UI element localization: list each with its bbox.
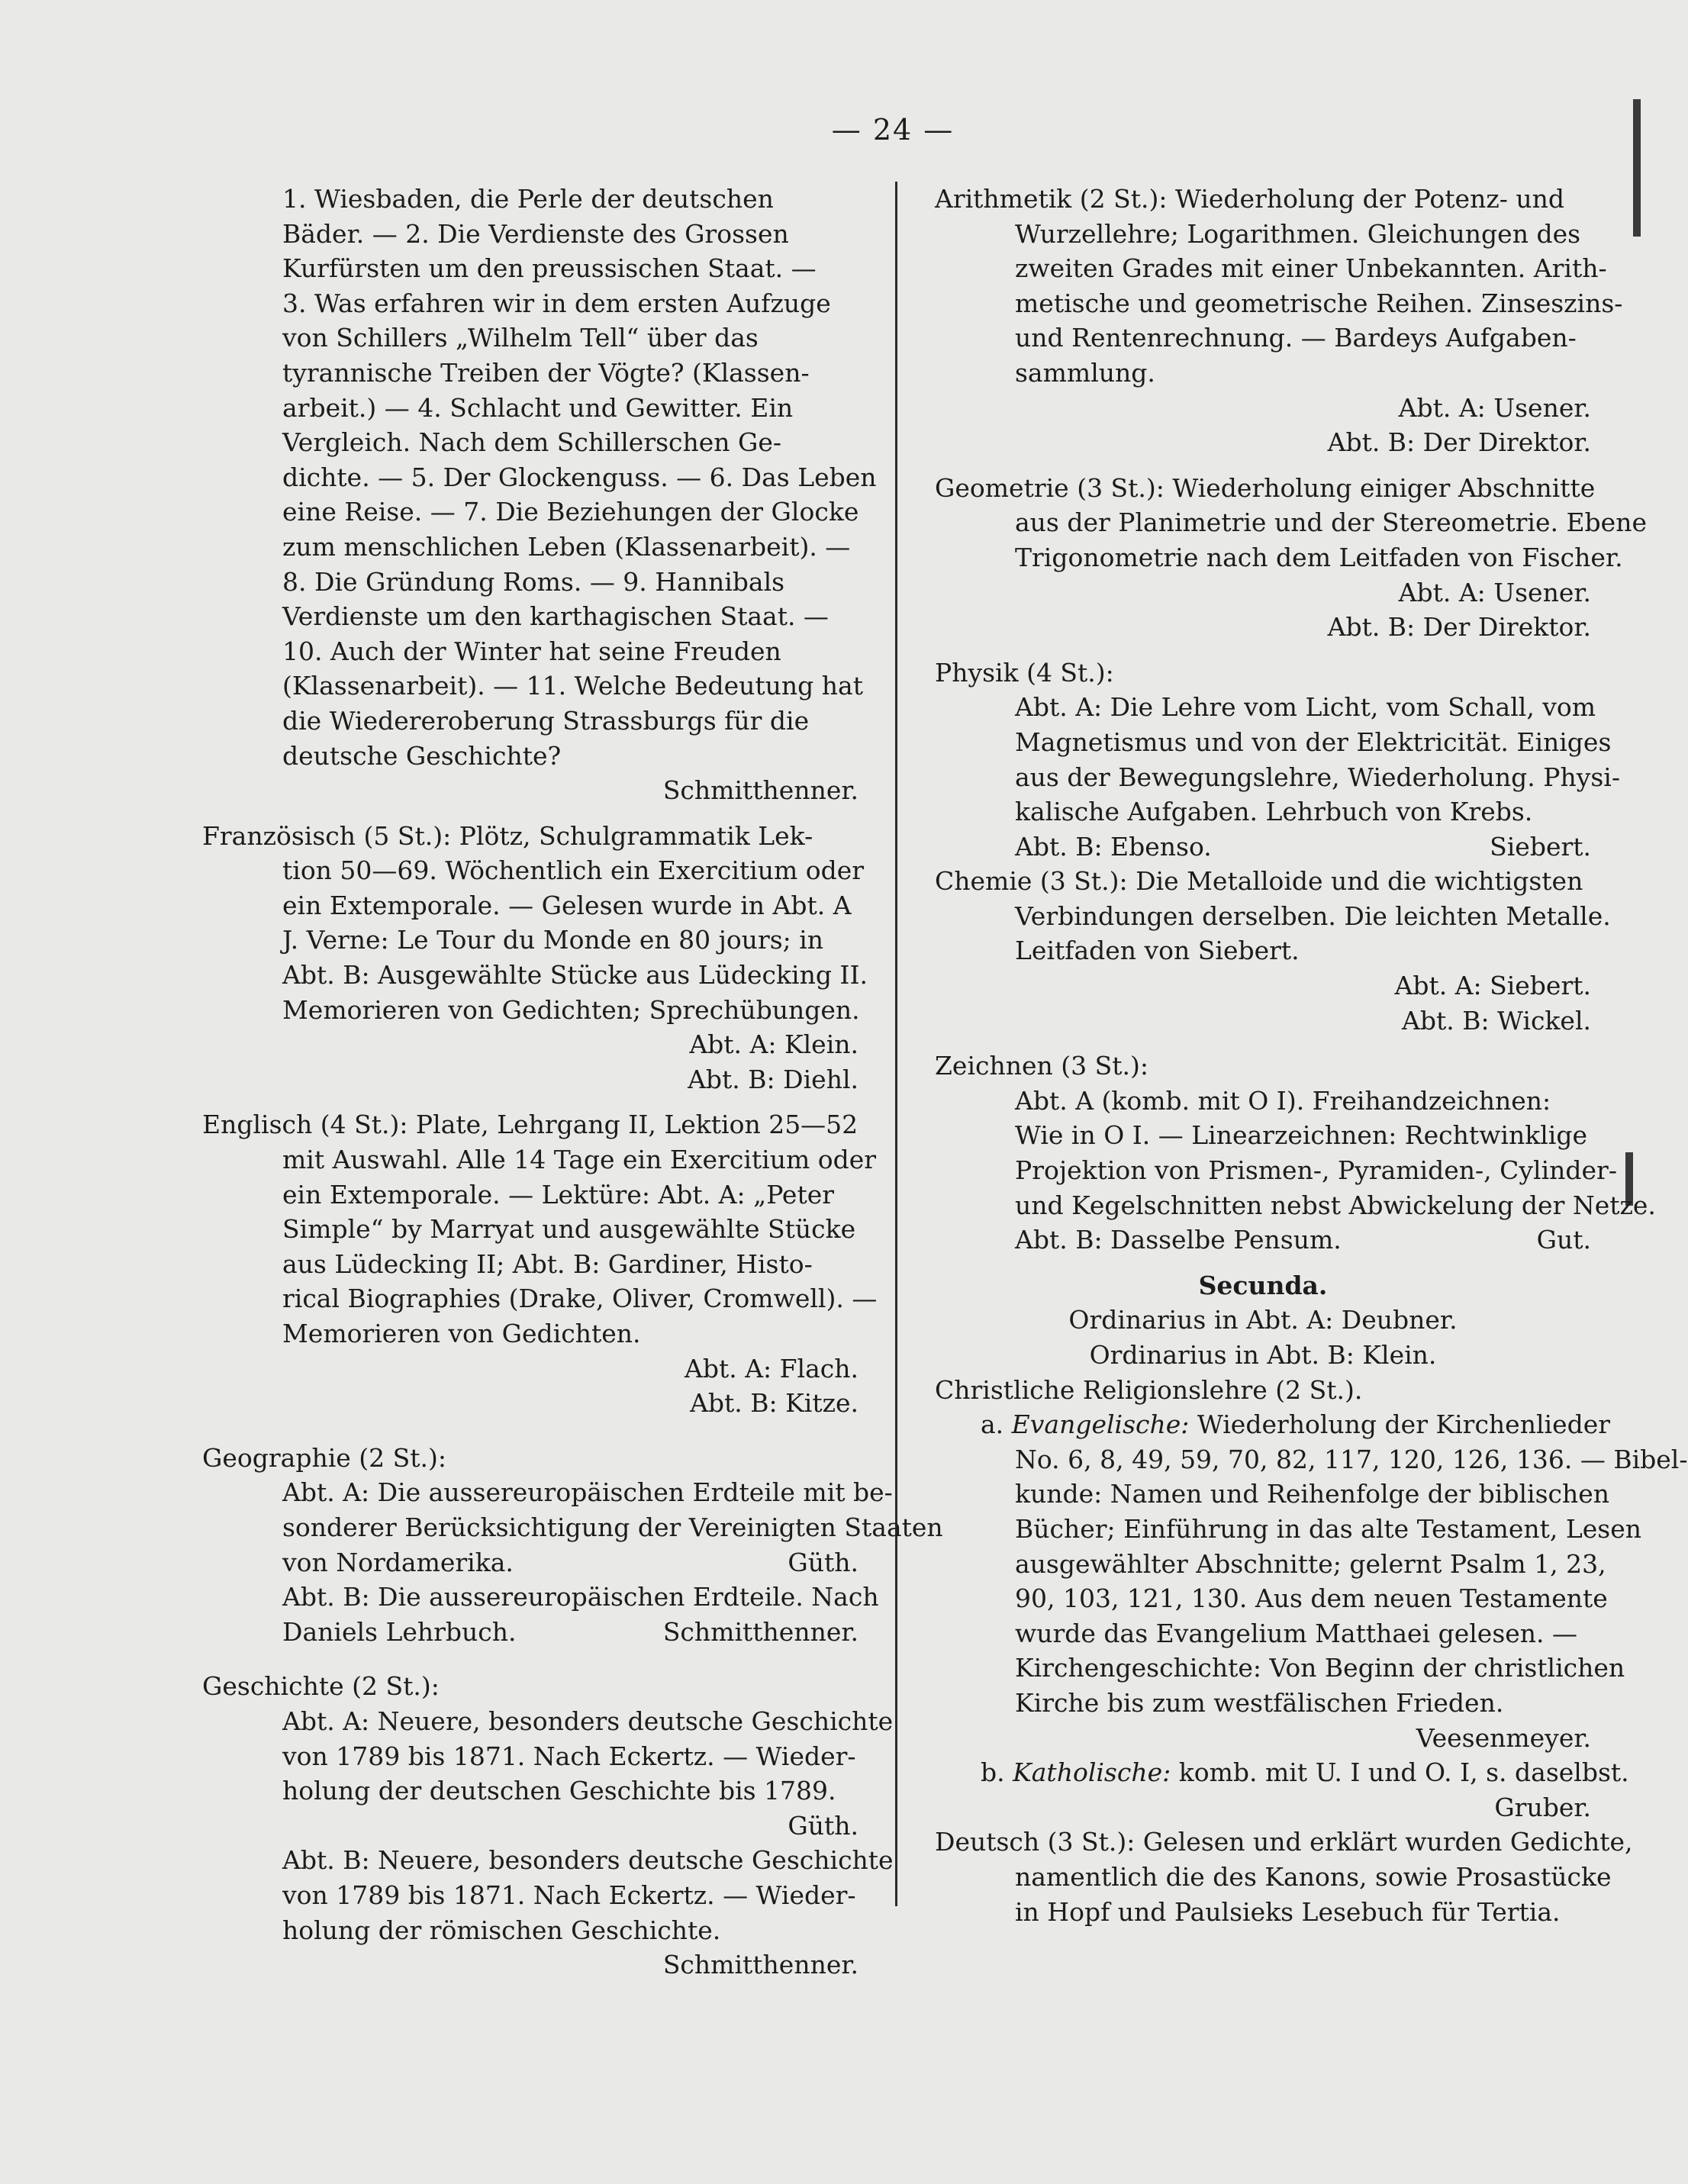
section-line: Abt. B: Neuere, besonders deutsche Geschichte bbox=[282, 1845, 894, 1876]
section-line: in Hopf und Paulsieks Lesebuch für Tertia. bbox=[1015, 1896, 1561, 1927]
essay-topics bbox=[202, 182, 877, 808]
section-line: 90, 103, 121, 130. Aus dem neuen Testamente bbox=[1015, 1583, 1608, 1614]
section-line: Abt. A: Neuere, besonders deutsche Geschichte bbox=[282, 1706, 894, 1736]
right-column bbox=[935, 182, 1688, 1929]
section-line: Abt. A: Die aussereuropäischen Erdteile mit be- bbox=[282, 1477, 893, 1508]
ordinarius-line: Ordinarius in Abt. B: Klein. bbox=[1089, 1340, 1437, 1370]
class-heading: Secunda. bbox=[1198, 1270, 1328, 1300]
teacher-name: Abt. A: Siebert. bbox=[1394, 971, 1591, 1001]
section-heading: Geschichte (2 St.): bbox=[202, 1671, 440, 1702]
teacher-name: Güth. bbox=[788, 1547, 858, 1577]
section-line: Chemie (3 St.): Die Metalloide und die wichtigsten bbox=[935, 866, 1583, 897]
section-heading: Zeichnen (3 St.): bbox=[935, 1051, 1148, 1081]
teacher-name: Güth. bbox=[788, 1810, 858, 1841]
essay-line: (Klassenarbeit). — 11. Welche Bedeutung hat bbox=[282, 671, 863, 701]
page-number: — 24 — bbox=[831, 113, 955, 147]
section-line: holung der römischen Geschichte. bbox=[282, 1915, 721, 1945]
section-line: kalische Aufgaben. Lehrbuch von Krebs. bbox=[1015, 797, 1533, 827]
teacher-name: Abt. B: Kitze. bbox=[690, 1388, 858, 1419]
section-line: Wurzellehre; Logarithmen. Gleichungen des bbox=[1015, 218, 1581, 249]
section-line bbox=[935, 1407, 1611, 1442]
teacher-name: Abt. B: Der Direktor. bbox=[1327, 427, 1591, 458]
section-line: aus Lüdecking II; Abt. B: Gardiner, Histo- bbox=[282, 1248, 813, 1279]
essay-line: 10. Auch der Winter hat seine Freuden bbox=[282, 636, 781, 666]
teacher-name: Siebert. bbox=[1490, 831, 1591, 862]
essay-line: tyrannische Treiben der Vögte? (Klassen- bbox=[282, 357, 810, 388]
section-line: holung der deutschen Geschichte bis 1789. bbox=[282, 1776, 836, 1806]
essay-line: dichte. — 5. Der Glockenguss. — 6. Das Leben bbox=[282, 462, 877, 492]
list-marker: a. bbox=[981, 1409, 1012, 1440]
section-line: aus der Planimetrie und der Stereometrie. Ebene bbox=[1015, 507, 1647, 538]
section-line: von 1789 bis 1871. Nach Eckertz. — Wieder- bbox=[282, 1880, 856, 1910]
section-line: Arithmetik (2 St.): Wiederholung der Potenz- und bbox=[935, 184, 1564, 214]
section-chemie bbox=[935, 864, 1611, 1038]
section-line bbox=[935, 1222, 1591, 1258]
essay-line: eine Reise. — 7. Die Beziehungen der Glocke bbox=[282, 497, 859, 527]
essay-line: deutsche Geschichte? bbox=[282, 740, 562, 771]
section-line: Kirche bis zum westfälischen Frieden. bbox=[1015, 1687, 1504, 1718]
line-text: von Nordamerika. bbox=[282, 1547, 514, 1577]
line-text: Abt. B: Dasselbe Pensum. bbox=[1015, 1225, 1342, 1255]
ordinarius-line: Ordinarius in Abt. A: Deubner. bbox=[1068, 1305, 1458, 1335]
section-line: Abt. A (komb. mit O I). Freihandzeichnen: bbox=[1015, 1085, 1551, 1116]
section-line: mit Auswahl. Alle 14 Tage ein Exercitium oder bbox=[282, 1145, 877, 1175]
line-text: Daniels Lehrbuch. bbox=[282, 1616, 517, 1647]
subsection-label: Evangelische: bbox=[1011, 1409, 1190, 1440]
section-line: Verbindungen derselben. Die leichten Metalle. bbox=[1015, 900, 1611, 931]
section-zeichnen bbox=[935, 1049, 1656, 1258]
section-geschichte bbox=[202, 1669, 894, 1982]
section-heading: Christliche Religionslehre (2 St.). bbox=[935, 1374, 1363, 1405]
section-line: Abt. B: Die aussereuropäischen Erdteile. Nach bbox=[282, 1582, 879, 1612]
section-line: zweiten Grades mit einer Unbekannten. Arith- bbox=[1015, 253, 1607, 284]
section-religion bbox=[935, 1373, 1688, 1825]
teacher-name: Gruber. bbox=[1494, 1792, 1591, 1822]
section-franzoesisch bbox=[202, 819, 868, 1097]
section-line: ausgewählter Abschnitte; gelernt Psalm 1, 23, bbox=[1015, 1548, 1606, 1579]
teacher-name: Abt. A: Usener. bbox=[1398, 577, 1591, 607]
section-line: ein Extemporale. — Lektüre: Abt. A: „Peter bbox=[282, 1179, 835, 1210]
section-line bbox=[935, 1755, 1629, 1790]
section-geographie bbox=[202, 1441, 943, 1650]
section-line: Abt. A: Die Lehre vom Licht, vom Schall, vom bbox=[1015, 692, 1596, 723]
section-line: kunde: Namen und Reihenfolge der biblischen bbox=[1015, 1479, 1610, 1509]
section-line: rical Biographies (Drake, Oliver, Cromwell). — bbox=[282, 1284, 878, 1314]
teacher-name: Abt. B: Diehl. bbox=[688, 1064, 858, 1094]
section-line: Französisch (5 St.): Plötz, Schulgrammatik Lek- bbox=[202, 820, 813, 851]
section-line: Kirchengeschichte: Von Beginn der christlichen bbox=[1015, 1653, 1625, 1683]
section-englisch bbox=[202, 1107, 878, 1420]
section-line: sammlung. bbox=[1015, 357, 1155, 388]
essay-line: 8. Die Gründung Roms. — 9. Hannibals bbox=[282, 566, 785, 597]
section-line: Leitfaden von Siebert. bbox=[1015, 936, 1300, 966]
section-line: Magnetismus und von der Elektricität. Einiges bbox=[1015, 726, 1612, 757]
essay-line: 1. Wiesbaden, die Perle der deutschen bbox=[282, 184, 774, 214]
essay-line: Kurfürsten um den preussischen Staat. — bbox=[282, 253, 817, 284]
section-heading: Geographie (2 St.): bbox=[202, 1442, 446, 1473]
section-line: sonderer Berücksichtigung der Vereinigten Staaten bbox=[282, 1512, 943, 1542]
section-line: J. Verne: Le Tour du Monde en 80 jours; in bbox=[282, 925, 824, 955]
section-line bbox=[202, 1545, 858, 1580]
section-line: namentlich die des Kanons, sowie Prosastücke bbox=[1015, 1861, 1612, 1892]
section-line: und Kegelschnitten nebst Abwickelung der Netze. bbox=[1015, 1190, 1656, 1220]
essay-line: arbeit.) — 4. Schlacht und Gewitter. Ein bbox=[282, 392, 794, 423]
section-secunda bbox=[935, 1268, 1591, 1373]
section-line: Englisch (4 St.): Plate, Lehrgang II, Lektion 25—52 bbox=[202, 1110, 858, 1140]
teacher-name: Abt. A: Klein. bbox=[689, 1029, 858, 1060]
section-line: Projektion von Prismen-, Pyramiden-, Cylinder- bbox=[1015, 1155, 1617, 1186]
teacher-name: Schmitthenner. bbox=[662, 1950, 858, 1980]
section-geometrie bbox=[935, 471, 1647, 645]
teacher-name: Schmitthenner. bbox=[662, 1616, 858, 1647]
section-line: von 1789 bis 1871. Nach Eckertz. — Wieder- bbox=[282, 1741, 856, 1771]
subsection-label: Katholische: bbox=[1013, 1757, 1171, 1788]
section-line: tion 50—69. Wöchentlich ein Exercitium oder bbox=[282, 855, 865, 886]
teacher-name: Abt. A: Usener. bbox=[1398, 392, 1591, 423]
teacher-name: Gut. bbox=[1536, 1225, 1591, 1255]
section-arithmetik bbox=[935, 182, 1623, 460]
list-marker: b. bbox=[981, 1757, 1013, 1788]
line-text: komb. mit U. I und O. I, s. daselbst. bbox=[1171, 1757, 1629, 1788]
essay-line: Vergleich. Nach dem Schillerschen Ge- bbox=[282, 427, 782, 458]
essay-line: Bäder. — 2. Die Verdienste des Grossen bbox=[282, 218, 789, 249]
column-divider bbox=[895, 182, 897, 1906]
page-edge-mark bbox=[1633, 99, 1641, 237]
essay-line: 3. Was erfahren wir in dem ersten Aufzuge bbox=[282, 288, 831, 318]
line-text: Abt. B: Ebenso. bbox=[1015, 831, 1212, 862]
section-line: Bücher; Einführung in das alte Testament, Lesen bbox=[1015, 1513, 1642, 1544]
section-line: Deutsch (3 St.): Gelesen und erklärt wurden Gedichte, bbox=[935, 1827, 1633, 1857]
section-line: Memorieren von Gedichten; Sprechübungen. bbox=[282, 994, 860, 1025]
section-line: Memorieren von Gedichten. bbox=[282, 1319, 641, 1348]
teacher-name: Abt. A: Flach. bbox=[685, 1353, 858, 1384]
section-line: Simple“ by Marryat und ausgewählte Stücke bbox=[282, 1214, 856, 1245]
section-line: Trigonometrie nach dem Leitfaden von Fischer. bbox=[1015, 542, 1623, 572]
teacher-name: Abt. B: Der Direktor. bbox=[1327, 612, 1591, 643]
section-line: wurde das Evangelium Matthaei gelesen. — bbox=[1015, 1618, 1578, 1648]
section-line: und Rentenrechnung. — Bardeys Aufgaben- bbox=[1015, 323, 1577, 353]
section-line: Wie in O I. — Linearzeichnen: Rechtwinklige bbox=[1015, 1120, 1587, 1151]
section-deutsch bbox=[935, 1825, 1633, 1929]
section-line: Geometrie (3 St.): Wiederholung einiger Abschnitte bbox=[935, 472, 1596, 503]
section-physik bbox=[935, 656, 1621, 865]
essay-line: Verdienste um den karthagischen Staat. — bbox=[282, 601, 829, 632]
section-line: ein Extemporale. — Gelesen wurde in Abt. A bbox=[282, 890, 852, 920]
section-line: Abt. B: Ausgewählte Stücke aus Lüdecking II. bbox=[282, 960, 868, 991]
essay-line: die Wiedereroberung Strassburgs für die bbox=[282, 705, 810, 736]
teacher-name: Veesenmeyer. bbox=[1416, 1722, 1591, 1753]
section-line: No. 6, 8, 49, 59, 70, 82, 117, 120, 126, 136. — Bibel- bbox=[1015, 1444, 1688, 1474]
section-line bbox=[935, 829, 1591, 865]
section-heading: Physik (4 St.): bbox=[935, 657, 1114, 688]
section-line: aus der Bewegungslehre, Wiederholung. Physi- bbox=[1015, 762, 1621, 792]
essay-line: von Schillers „Wilhelm Tell“ über das bbox=[282, 323, 759, 353]
essay-line: zum menschlichen Leben (Klassenarbeit). — bbox=[282, 531, 851, 562]
teacher-name: Abt. B: Wickel. bbox=[1402, 1005, 1591, 1036]
section-line: metische und geometrische Reihen. Zinseszins- bbox=[1015, 288, 1623, 318]
section-line bbox=[202, 1615, 858, 1650]
teacher-name: Schmitthenner. bbox=[662, 775, 858, 806]
line-text: Wiederholung der Kirchenlieder bbox=[1189, 1409, 1611, 1440]
left-column bbox=[202, 182, 943, 1983]
